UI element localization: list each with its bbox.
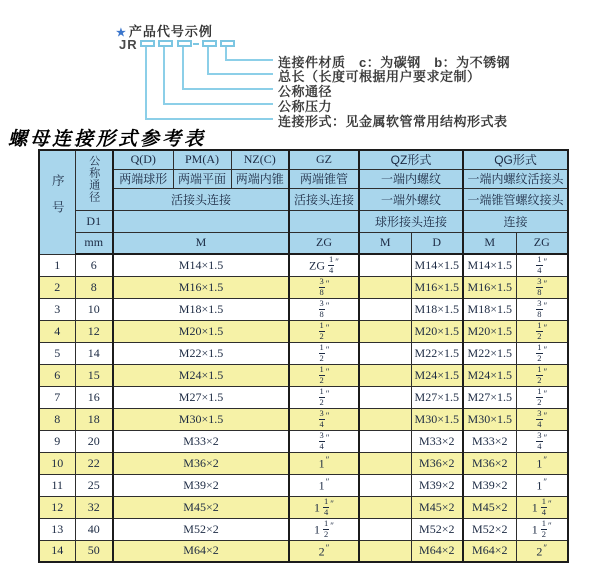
qg-m-cell: M30×1.5 bbox=[463, 408, 516, 430]
seq-cell: 3 bbox=[39, 298, 75, 320]
callout-line bbox=[145, 47, 147, 119]
fraction: $\frac{3}{4}$ bbox=[319, 408, 324, 429]
qg-zg-cell bbox=[516, 364, 568, 386]
table-row bbox=[39, 474, 568, 496]
gz-cell bbox=[289, 408, 359, 430]
table-row bbox=[39, 452, 568, 474]
seq-cell: 14 bbox=[39, 540, 75, 562]
dn-cell: 6 bbox=[75, 254, 113, 276]
header-blank-1 bbox=[113, 210, 289, 232]
inch-mark: ″ bbox=[330, 499, 334, 510]
dn-cell: 32 bbox=[75, 496, 113, 518]
qg-m-cell: M36×2 bbox=[463, 452, 516, 474]
callout-line bbox=[182, 47, 184, 89]
seq-cell: 11 bbox=[39, 474, 75, 496]
inch-mark: ″ bbox=[325, 433, 330, 444]
callout-line bbox=[163, 47, 165, 104]
header-q: Q(D) bbox=[113, 150, 173, 169]
fraction: $\frac{1}{2}$ bbox=[319, 342, 324, 363]
dn-cell: 40 bbox=[75, 518, 113, 540]
inch-mark: ″ bbox=[543, 476, 548, 487]
header-qg-m: M bbox=[463, 232, 516, 254]
dn-cell: 14 bbox=[75, 342, 113, 364]
table-row bbox=[39, 254, 568, 276]
code-dash bbox=[193, 43, 199, 45]
gz-cell bbox=[289, 342, 359, 364]
qz-m-cell bbox=[359, 254, 411, 276]
inch-mark: ″ bbox=[325, 476, 330, 487]
fraction: $\frac{1}{4}$ bbox=[329, 254, 334, 276]
inch-mark: ″ bbox=[325, 323, 330, 334]
seq-cell: 12 bbox=[39, 496, 75, 518]
qz-d-cell: M30×1.5 bbox=[411, 408, 463, 430]
qz-d-cell: M64×2 bbox=[411, 540, 463, 562]
fraction: $\frac{3}{8}$ bbox=[319, 298, 324, 319]
fraction: $\frac{3}{4}$ bbox=[537, 430, 542, 451]
fraction: $\frac{1}{4}$ bbox=[537, 254, 542, 276]
inch-mark: ″ bbox=[325, 345, 330, 356]
inch-mark: ″ bbox=[543, 345, 548, 356]
inch-mark: ″ bbox=[325, 542, 330, 553]
seq-cell: 5 bbox=[39, 342, 75, 364]
qz-m-cell bbox=[359, 386, 411, 408]
inch-mark: ″ bbox=[543, 433, 548, 444]
header-qz-conn: 球形接头连接 bbox=[359, 210, 463, 232]
qg-m-cell: M22×1.5 bbox=[463, 342, 516, 364]
code-box-4 bbox=[202, 40, 217, 47]
seq-cell: 1 bbox=[39, 254, 75, 276]
table-row bbox=[39, 386, 568, 408]
m-spec-cell: M33×2 bbox=[113, 430, 289, 452]
qz-m-cell bbox=[359, 342, 411, 364]
m-spec-cell: M45×2 bbox=[113, 496, 289, 518]
callout-line bbox=[182, 88, 273, 90]
qz-d-cell: M14×1.5 bbox=[411, 254, 463, 276]
nut-connection-reference-table bbox=[38, 149, 569, 563]
header-m: M bbox=[113, 232, 289, 254]
inch-mark: ″ bbox=[543, 542, 548, 553]
qz-d-cell: M18×1.5 bbox=[411, 298, 463, 320]
inch-mark: ″ bbox=[325, 279, 330, 290]
fraction: $\frac{1}{2}$ bbox=[324, 518, 329, 539]
seq-cell: 8 bbox=[39, 408, 75, 430]
qg-zg-cell: 1″ bbox=[516, 474, 568, 496]
fraction: $\frac{3}{8}$ bbox=[537, 298, 542, 319]
inch-mark: ″ bbox=[325, 367, 330, 378]
header-pm-sub: 两端平面 bbox=[173, 169, 231, 188]
code-box-2 bbox=[158, 40, 173, 47]
qg-zg-cell: 1 $\frac{1}{2}$ ″ bbox=[516, 518, 568, 540]
qg-zg-cell bbox=[516, 342, 568, 364]
seq-cell: 7 bbox=[39, 386, 75, 408]
dn-cell: 15 bbox=[75, 364, 113, 386]
m-spec-cell: M27×1.5 bbox=[113, 386, 289, 408]
dn-cell: 18 bbox=[75, 408, 113, 430]
qz-d-cell: M16×1.5 bbox=[411, 276, 463, 298]
qg-zg-cell bbox=[516, 386, 568, 408]
fraction: $\frac{3}{4}$ bbox=[537, 408, 542, 429]
fraction: $\frac{1}{2}$ bbox=[537, 364, 542, 385]
inch-mark: ″ bbox=[543, 323, 548, 334]
callout-connection-form: 连接形式：见金属软管常用结构形式表 bbox=[278, 114, 508, 129]
fraction: $\frac{1}{2}$ bbox=[537, 342, 542, 363]
fraction: $\frac{1}{2}$ bbox=[537, 386, 542, 407]
qg-m-cell: M39×2 bbox=[463, 474, 516, 496]
fraction: $\frac{1}{2}$ bbox=[319, 364, 324, 385]
callout-line bbox=[225, 59, 273, 61]
fraction: $\frac{1}{4}$ bbox=[324, 496, 329, 517]
dn-cell: 20 bbox=[75, 430, 113, 452]
qz-m-cell bbox=[359, 298, 411, 320]
qg-m-cell: M20×1.5 bbox=[463, 320, 516, 342]
inch-mark: ″ bbox=[335, 257, 339, 268]
m-spec-cell: M16×1.5 bbox=[113, 276, 289, 298]
fraction: $\frac{1}{2}$ bbox=[541, 518, 547, 539]
qz-m-cell bbox=[359, 430, 411, 452]
inch-mark: ″ bbox=[543, 389, 548, 400]
header-gz: GZ bbox=[289, 150, 359, 169]
qg-zg-cell: 2″ bbox=[516, 540, 568, 562]
header-pm: PM(A) bbox=[173, 150, 231, 169]
inch-mark: ″ bbox=[330, 521, 334, 532]
header-row-1 bbox=[39, 150, 568, 169]
gz-cell: 1 $\frac{1}{2}$ ″ bbox=[289, 518, 359, 540]
m-spec-cell: M22×1.5 bbox=[113, 342, 289, 364]
header-row-2 bbox=[39, 169, 568, 188]
qz-d-cell: M36×2 bbox=[411, 452, 463, 474]
gz-cell bbox=[289, 364, 359, 386]
fraction: $\frac{3}{4}$ bbox=[319, 430, 324, 451]
header-qg-conn: 连接 bbox=[463, 210, 568, 232]
qg-zg-cell: 1 $\frac{1}{4}$ ″ bbox=[516, 496, 568, 518]
table-row bbox=[39, 408, 568, 430]
seq-cell: 2 bbox=[39, 276, 75, 298]
inch-mark: ″ bbox=[548, 521, 552, 532]
fraction: $\frac{1}{2}$ bbox=[319, 386, 324, 407]
seq-cell: 4 bbox=[39, 320, 75, 342]
header-qz: QZ形式 bbox=[359, 150, 463, 169]
qg-m-cell: M27×1.5 bbox=[463, 386, 516, 408]
code-box-5 bbox=[220, 40, 235, 47]
seq-cell: 10 bbox=[39, 452, 75, 474]
qg-zg-cell bbox=[516, 408, 568, 430]
inch-mark: ″ bbox=[543, 301, 548, 312]
dn-cell: 25 bbox=[75, 474, 113, 496]
dn-cell: 50 bbox=[75, 540, 113, 562]
m-spec-cell: M39×2 bbox=[113, 474, 289, 496]
qz-d-cell: M22×1.5 bbox=[411, 342, 463, 364]
qg-zg-cell bbox=[516, 430, 568, 452]
qg-zg-cell bbox=[516, 320, 568, 342]
qz-m-cell bbox=[359, 276, 411, 298]
table-row bbox=[39, 342, 568, 364]
inch-mark: ″ bbox=[325, 454, 330, 465]
header-qg-sub2: 一端锥管螺纹接头 bbox=[463, 188, 568, 210]
diagram-title-text: 产品代号示例 bbox=[128, 24, 213, 39]
qz-d-cell: M27×1.5 bbox=[411, 386, 463, 408]
m-spec-cell: M30×1.5 bbox=[113, 408, 289, 430]
qg-zg-cell bbox=[516, 276, 568, 298]
callout-line bbox=[207, 47, 209, 74]
qg-m-cell: M24×1.5 bbox=[463, 364, 516, 386]
qz-m-cell bbox=[359, 364, 411, 386]
qz-m-cell bbox=[359, 518, 411, 540]
header-mm: mm bbox=[75, 232, 113, 254]
header-row-4 bbox=[39, 210, 568, 232]
inch-mark: ″ bbox=[543, 279, 548, 290]
inch-mark: ″ bbox=[325, 389, 330, 400]
header-d1: D1 bbox=[75, 210, 113, 232]
gz-cell: ZG $\frac{1}{4}$ ″ bbox=[289, 254, 359, 276]
header-qz-sub2: 一端外螺纹 bbox=[359, 188, 463, 210]
qg-m-cell: M16×1.5 bbox=[463, 276, 516, 298]
qz-m-cell bbox=[359, 320, 411, 342]
header-nz: NZ(C) bbox=[231, 150, 289, 169]
callout-length: 总长（长度可根据用户要求定制） bbox=[278, 69, 481, 84]
inch-mark: ″ bbox=[548, 499, 552, 510]
qz-d-cell: M24×1.5 bbox=[411, 364, 463, 386]
fraction: $\frac{1}{2}$ bbox=[537, 320, 542, 341]
qg-m-cell: M64×2 bbox=[463, 540, 516, 562]
inch-mark: ″ bbox=[543, 367, 548, 378]
table-row bbox=[39, 276, 568, 298]
table-row bbox=[39, 496, 568, 518]
callout-line bbox=[145, 118, 273, 120]
seq-cell: 6 bbox=[39, 364, 75, 386]
dn-cell: 10 bbox=[75, 298, 113, 320]
callout-nominal-pressure: 公称压力 bbox=[278, 99, 333, 114]
header-zg: ZG bbox=[289, 232, 359, 254]
qz-m-cell bbox=[359, 474, 411, 496]
dn-cell: 16 bbox=[75, 386, 113, 408]
star-icon: ★ bbox=[116, 27, 127, 39]
gz-cell bbox=[289, 276, 359, 298]
fraction: $\frac{1}{2}$ bbox=[319, 320, 324, 341]
gz-cell bbox=[289, 386, 359, 408]
table-row bbox=[39, 518, 568, 540]
header-row-3 bbox=[39, 188, 568, 210]
qg-m-cell: M52×2 bbox=[463, 518, 516, 540]
qg-zg-cell: 1″ bbox=[516, 452, 568, 474]
table-title: 螺母连接形式参考表 bbox=[8, 129, 207, 150]
header-qz-m: M bbox=[359, 232, 411, 254]
m-spec-cell: M64×2 bbox=[113, 540, 289, 562]
header-qz-sub1: 一端内螺纹 bbox=[359, 169, 463, 188]
qg-m-cell: M18×1.5 bbox=[463, 298, 516, 320]
qz-d-cell: M33×2 bbox=[411, 430, 463, 452]
gz-cell bbox=[289, 430, 359, 452]
m-spec-cell: M52×2 bbox=[113, 518, 289, 540]
dn-cell: 12 bbox=[75, 320, 113, 342]
qz-m-cell bbox=[359, 540, 411, 562]
qz-d-cell: M52×2 bbox=[411, 518, 463, 540]
header-blank-2 bbox=[289, 210, 359, 232]
callout-nominal-diameter: 公称通径 bbox=[278, 84, 333, 99]
header-qg-zg: ZG bbox=[516, 232, 568, 254]
qg-zg-cell bbox=[516, 254, 568, 276]
gz-cell bbox=[289, 320, 359, 342]
header-seq: 序号 bbox=[39, 150, 75, 254]
inch-mark: ″ bbox=[543, 454, 548, 465]
fraction: $\frac{3}{8}$ bbox=[319, 276, 324, 297]
code-prefix: JR bbox=[119, 37, 138, 52]
header-union-conn: 活接头连接 bbox=[113, 188, 289, 210]
header-q-sub: 两端球形 bbox=[113, 169, 173, 188]
seq-cell: 13 bbox=[39, 518, 75, 540]
fraction: $\frac{1}{4}$ bbox=[541, 496, 547, 517]
gz-cell: 2″ bbox=[289, 540, 359, 562]
header-qg-sub1: 一端内螺纹活接头 bbox=[463, 169, 568, 188]
inch-mark: ″ bbox=[325, 411, 330, 422]
dn-cell: 8 bbox=[75, 276, 113, 298]
qz-d-cell: M45×2 bbox=[411, 496, 463, 518]
qz-m-cell bbox=[359, 408, 411, 430]
m-spec-cell: M18×1.5 bbox=[113, 298, 289, 320]
inch-mark: ″ bbox=[543, 257, 548, 268]
callout-line bbox=[163, 103, 273, 105]
fraction: $\frac{3}{8}$ bbox=[537, 276, 542, 297]
table-row bbox=[39, 298, 568, 320]
m-spec-cell: M14×1.5 bbox=[113, 254, 289, 276]
header-dn: 公称通径 bbox=[75, 150, 113, 210]
qz-d-cell: M20×1.5 bbox=[411, 320, 463, 342]
header-qz-d: D bbox=[411, 232, 463, 254]
qz-m-cell bbox=[359, 496, 411, 518]
header-nz-sub: 两端内锥 bbox=[231, 169, 289, 188]
inch-mark: ″ bbox=[543, 411, 548, 422]
qg-m-cell: M45×2 bbox=[463, 496, 516, 518]
header-qg: QG形式 bbox=[463, 150, 568, 169]
qg-zg-cell bbox=[516, 298, 568, 320]
header-gz-conn: 活接头连接 bbox=[289, 188, 359, 210]
table-row bbox=[39, 364, 568, 386]
table-row bbox=[39, 320, 568, 342]
table-row bbox=[39, 430, 568, 452]
code-box-3 bbox=[177, 40, 192, 47]
code-box-1 bbox=[140, 40, 155, 47]
gz-cell bbox=[289, 298, 359, 320]
gz-cell: 1″ bbox=[289, 452, 359, 474]
qg-m-cell: M14×1.5 bbox=[463, 254, 516, 276]
gz-cell: 1 $\frac{1}{4}$ ″ bbox=[289, 496, 359, 518]
header-gz-sub: 两端锥管 bbox=[289, 169, 359, 188]
m-spec-cell: M20×1.5 bbox=[113, 320, 289, 342]
gz-cell: 1″ bbox=[289, 474, 359, 496]
callout-material: 连接件材质 c：为碳钢 b：为不锈钢 bbox=[278, 55, 511, 70]
table-row bbox=[39, 540, 568, 562]
header-row-5 bbox=[39, 232, 568, 254]
qg-m-cell: M33×2 bbox=[463, 430, 516, 452]
dn-cell: 22 bbox=[75, 452, 113, 474]
m-spec-cell: M36×2 bbox=[113, 452, 289, 474]
callout-line bbox=[207, 73, 273, 75]
m-spec-cell: M24×1.5 bbox=[113, 364, 289, 386]
inch-mark: ″ bbox=[325, 301, 330, 312]
qz-m-cell bbox=[359, 452, 411, 474]
qz-d-cell: M39×2 bbox=[411, 474, 463, 496]
seq-cell: 9 bbox=[39, 430, 75, 452]
